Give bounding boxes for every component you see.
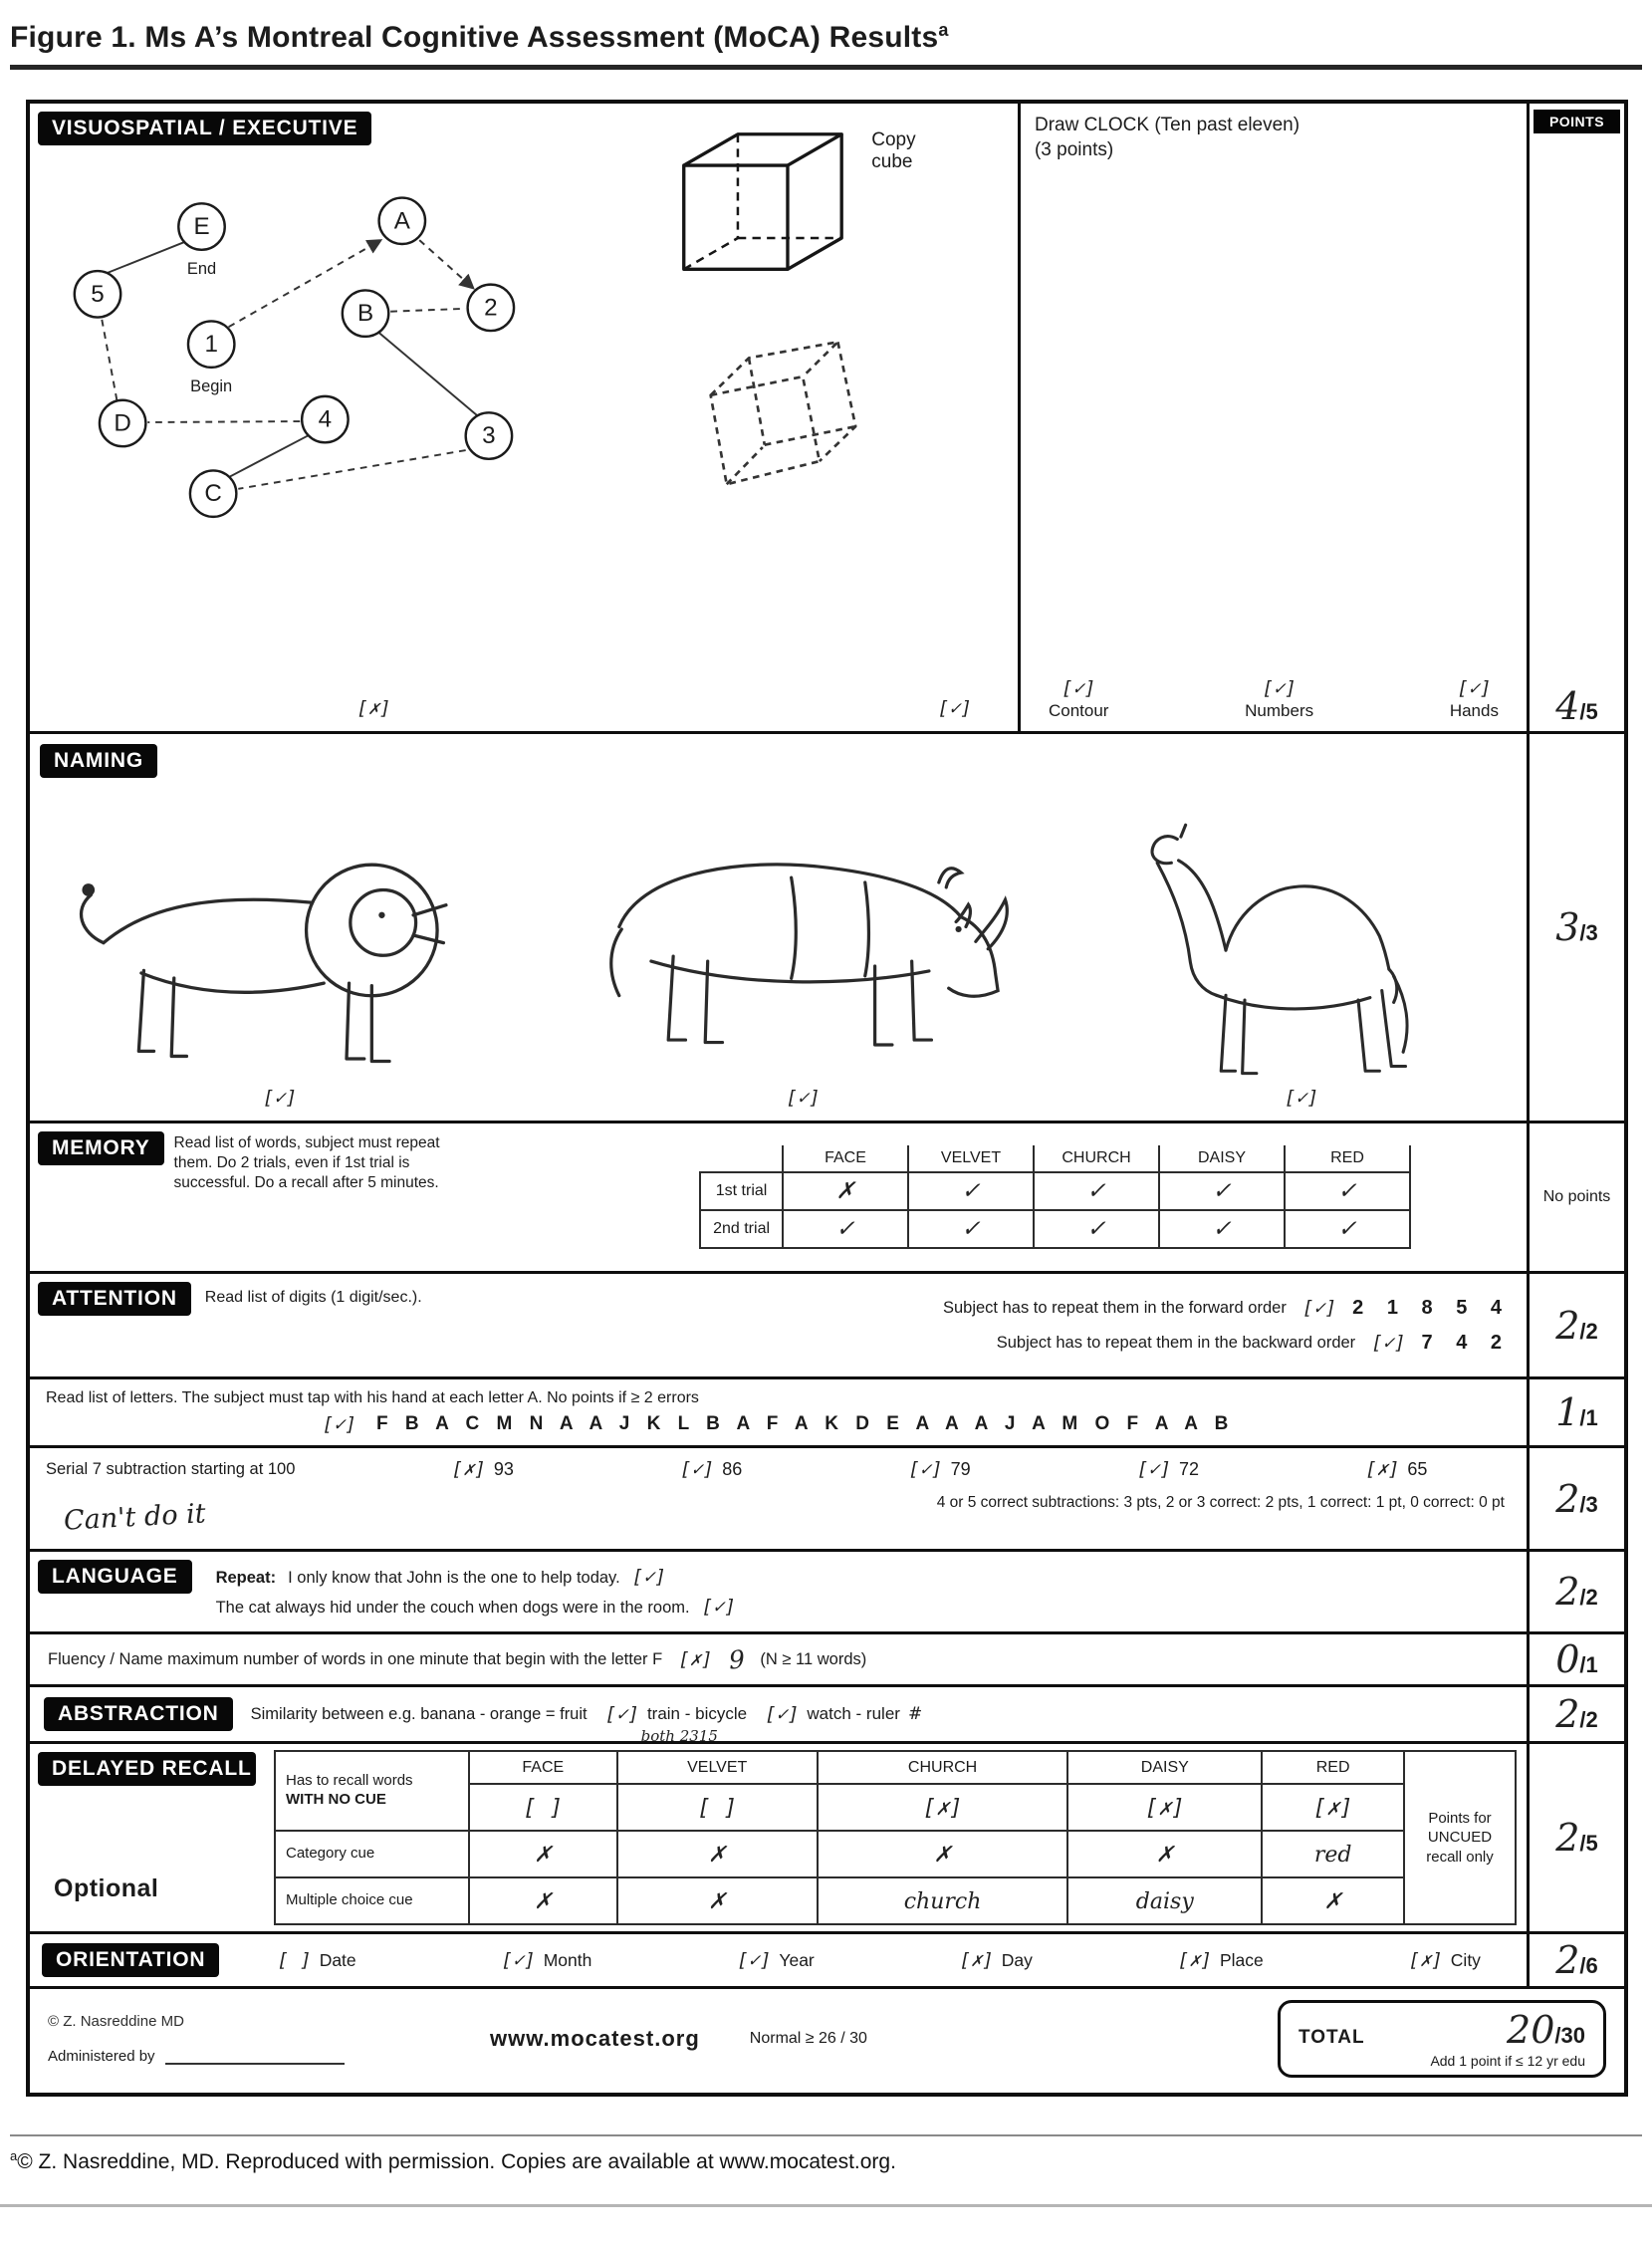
naming-animals [60,746,1497,1113]
trail-patient-path [102,240,477,489]
svg-text:3: 3 [482,422,496,450]
section-delayed-recall [30,1744,1624,1934]
lion-checkbox: [✓] [262,1087,298,1109]
language-repeat-content [30,1552,1527,1631]
svg-text:E: E [193,213,210,241]
abstraction-item1-checkbox: [✓] [604,1703,639,1725]
orientation-item-place: [✗] Place [1177,1949,1264,1971]
section-attention-serial7 [30,1448,1624,1552]
total-score-box [1278,2000,1606,2078]
category-cue-mark: ✗ [1155,1842,1174,1868]
no-cue-mark: [ ] [523,1795,564,1821]
abstraction-instruction: Similarity between e.g. banana - orange = fruit [250,1704,588,1723]
backward-digits-line [658,1332,1511,1355]
trial1-mark: ✓ [1034,1172,1159,1210]
section-language-repeat [30,1552,1624,1634]
backward-label: Subject has to repeat them in the backward order [996,1333,1356,1352]
letters-instruction: Read list of letters. The subject must tap with his hand at each letter A. No points if ≥ 2 errors [46,1389,699,1406]
abstraction-item1-handwriting: both 2315 [640,1727,718,1745]
orientation-content [30,1934,1527,1986]
abstraction-item1-label: train - bicycle [646,1704,748,1723]
trail-node-c [190,470,236,516]
trial1-mark: ✓ [1159,1172,1285,1210]
camel-item [1112,800,1491,1109]
memory-word: CHURCH [1034,1145,1159,1172]
trail-node-5 [75,271,120,317]
memory-words-row [700,1145,1410,1172]
clock-instruction-text: Draw CLOCK (Ten past eleven) [1034,115,1300,135]
clock-numbers-item [1245,677,1313,721]
memory-word: DAISY [1159,1145,1285,1172]
points-column-abstraction [1527,1687,1624,1741]
serial7-score: 2 /3 [1555,1476,1598,1521]
visuospatial-score: 4 /5 [1555,684,1598,728]
backward-digits: 7 4 2 [1421,1331,1511,1354]
serial7-label: Serial 7 subtraction starting at 100 [46,1459,296,1478]
section-attention-letters [30,1379,1624,1448]
copy-cube-label: Copy cube [871,129,916,172]
figure-title [0,14,1652,65]
recall-word: DAISY [1067,1751,1262,1784]
points-column-serial7 [1527,1448,1624,1549]
total-score: 20 /30 [1507,2008,1585,2052]
recall-word: VELVET [617,1751,818,1784]
footnote-rule [10,2134,1642,2136]
category-cue-label: Category cue [275,1831,469,1877]
trail-node-a [379,198,425,244]
attention-header: ATTENTION [38,1282,191,1316]
points-header: POINTS [1534,110,1620,133]
forward-label: Subject has to repeat them in the forward order [942,1298,1287,1317]
memory-trial2-row [700,1210,1410,1248]
recall-word: FACE [469,1751,617,1784]
moca-form-scan [26,100,1628,2097]
clock-instruction [1035,114,1513,162]
repeat-sentence1-line [216,1566,1511,1588]
serial7-item: [✓] 86 [679,1458,743,1480]
clock-hands-label: Hands [1449,701,1499,720]
abstraction-content [30,1687,1527,1745]
trail-making-area [30,104,658,731]
points-column-fluency [1527,1634,1624,1684]
optional-label: Optional [54,1874,159,1902]
administered-by-label: Administered by [48,2048,155,2065]
trial2-mark: ✓ [1034,1210,1159,1248]
memory-content [30,1124,1527,1271]
rhinoceros-item [570,804,1038,1109]
clock-drawing-area [1018,104,1527,731]
multiple-choice-mark: church [903,1888,982,1914]
form-copyright: © Z. Nasreddine MD [48,2013,184,2030]
trail-node-d [100,400,145,446]
orientation-item-month: [✓] Month [501,1949,592,1971]
trail-begin-label: Begin [190,377,233,396]
section-memory [30,1124,1624,1274]
recall-word: CHURCH [818,1751,1067,1784]
abstraction-item2-handwriting: # [907,1704,923,1724]
memory-instructions: Read list of words, subject must repeat them. Do 2 trials, even if 1st trial is successful. Do a recall after 5 minutes. [173,1134,440,1192]
clock-contour-checkbox: [✓] [1062,677,1096,699]
education-adjustment-note: Add 1 point if ≤ 12 yr edu [1430,2053,1585,2069]
abstraction-item2-checkbox: [✓] [765,1703,800,1725]
cube-copy-area [658,104,1018,731]
trail-making-drawing [38,151,635,605]
naming-header: NAMING [40,744,157,778]
attention-letters-content [30,1379,1527,1445]
trial2-mark: ✓ [783,1210,908,1248]
memory-header: MEMORY [38,1131,164,1165]
clock-hands-item [1450,677,1499,721]
points-column-letters [1527,1379,1624,1445]
backward-checkbox: [✓] [1371,1332,1406,1354]
memory-word: VELVET [908,1145,1034,1172]
letters-checkbox: [✓] [322,1413,356,1435]
delayed-recall-content [30,1744,1527,1931]
multiple-choice-mark: ✗ [707,1888,727,1914]
repeat-sentence2: The cat always hid under the couch when dogs were in the room. [215,1599,690,1617]
bottom-rule [0,2204,1652,2207]
trail-node-e [178,203,224,249]
orientation-items [243,1949,1515,1971]
clock-score-items [1035,677,1513,725]
no-cue-label: Has to recall words WITH NO CUE [275,1751,469,1831]
administered-by-blank-line [165,2051,345,2065]
no-cue-mark: [✗] [1312,1795,1353,1821]
fluency-score: 0 /1 [1555,1637,1598,1681]
section-abstraction [30,1687,1624,1744]
lion-item [66,822,494,1109]
digits-instruction: Read list of digits (1 digit/sec.). [204,1289,422,1306]
fluency-criterion: (N ≥ 11 words) [760,1649,867,1668]
visuospatial-header: VISUOSPATIAL / EXECUTIVE [38,112,371,145]
svg-text:C: C [204,480,222,508]
points-column-delayed-recall [1527,1744,1624,1931]
letters-sequence: F B A C M N A A J K L B A F A K D E A A A J A M O F A A B [376,1413,1235,1434]
trial2-mark: ✓ [1159,1210,1285,1248]
repeat-sentence2-line [216,1596,1511,1618]
svg-text:D: D [114,409,131,437]
section-visuospatial-executive [30,104,1624,734]
trial2-mark: ✓ [1285,1210,1410,1248]
footnote-text: © Z. Nasreddine, MD. Reproduced with permission. Copies are available at www.mocatest.org. [17,2150,896,2173]
camel-drawing [1112,800,1491,1087]
section-language-fluency [30,1634,1624,1687]
serial7-item: [✗] 93 [451,1458,514,1480]
section-naming [30,734,1624,1124]
repeat-sentence2-checkbox: [✓] [701,1596,736,1618]
administered-by [48,2048,466,2065]
clock-contour-label: Contour [1048,701,1109,720]
delayed-recall-score: 2 /5 [1555,1816,1598,1860]
fluency-label: Fluency / Name maximum number of words in one minute that begin with the letter F [48,1649,663,1668]
category-cue-mark: ✗ [707,1842,727,1868]
orientation-header: ORIENTATION [42,1943,219,1977]
trail-end-label: End [186,260,217,279]
points-column-visuospatial [1527,104,1624,731]
multiple-choice-mark: ✗ [534,1888,553,1914]
language-fluency-content [30,1634,1527,1684]
forward-checkbox: [✓] [1301,1297,1337,1319]
no-cue-mark: [✗] [1144,1795,1185,1821]
attention-digits-content [30,1274,1527,1376]
svg-text:B: B [356,300,374,328]
category-cue-mark: ✗ [534,1842,553,1868]
trail-node-1 [188,321,234,367]
printed-cube [664,116,863,287]
rhinoceros-checkbox: [✓] [786,1087,821,1109]
forward-digits-line [658,1297,1511,1320]
serial7-handwriting: Can't do it [63,1498,207,1537]
form-footer [30,1989,1624,2093]
trial1-mark: ✓ [908,1172,1034,1210]
trial1-mark: ✗ [783,1172,908,1210]
section-attention-digits [30,1274,1624,1379]
trail-node-3 [466,412,512,458]
delayed-recall-table [274,1750,1517,1925]
trail-node-2 [468,285,514,331]
footnote-superscript: a [10,2148,18,2163]
recall-word: RED [1262,1751,1404,1784]
abstraction-item-watch-ruler [765,1703,922,1725]
svg-text:4: 4 [318,405,333,433]
abstraction-header: ABSTRACTION [44,1697,233,1731]
trial2-mark: ✓ [908,1210,1034,1248]
memory-table [699,1145,1411,1249]
trail-checkbox: [✗] [356,697,391,719]
clock-points-note: (3 points) [1034,138,1114,160]
repeat-sentence1: I only know that John is the one to help today. [288,1569,620,1587]
svg-text:2: 2 [484,294,498,322]
svg-text:1: 1 [204,331,218,359]
clock-numbers-checkbox: [✓] [1262,677,1297,699]
memory-word: RED [1285,1145,1410,1172]
points-column-orientation [1527,1934,1624,1986]
section-orientation [30,1934,1624,1989]
delayed-recall-words-row [275,1751,1516,1784]
fluency-handwriting: 9 [727,1643,746,1675]
points-column-naming [1527,734,1624,1121]
visuospatial-content [30,104,1527,731]
attention-serial7-content [30,1448,1527,1549]
figure-footnote [0,2148,1652,2174]
total-label: TOTAL [1298,2027,1365,2048]
trial2-label: 2nd trial [700,1210,783,1248]
lion-drawing [66,822,494,1087]
letters-line [46,1413,1511,1435]
figure-title-text: Figure 1. Ms A’s Montreal Cognitive Assessment (MoCA) Results [10,21,939,54]
repeat-sentence1-checkbox: [✓] [631,1566,666,1588]
no-cue-mark: [✗] [922,1795,963,1821]
rhinoceros-drawing [570,804,1038,1087]
serial7-items [368,1458,1511,1480]
clock-blank-space [1035,162,1513,677]
naming-content [30,734,1527,1121]
trail-node-4 [302,396,348,442]
forward-digits: 2 1 8 5 4 [1352,1296,1511,1319]
multiple-choice-cue-label: Multiple choice cue [275,1877,469,1924]
letters-score: 1 /1 [1555,1390,1598,1434]
memory-word: FACE [783,1145,908,1172]
trial1-mark: ✓ [1285,1172,1410,1210]
uncued-points-note: Points for UNCUED recall only [1404,1751,1516,1924]
memory-no-points: No points [1542,1188,1611,1206]
abstraction-item2-label: watch - ruler [807,1704,900,1723]
orientation-item-day: [✗] Day [959,1949,1033,1971]
trial1-label: 1st trial [700,1172,783,1210]
language-header: LANGUAGE [38,1560,192,1594]
clock-hands-checkbox: [✓] [1457,677,1492,699]
points-column-memory [1527,1124,1624,1271]
naming-score: 3 /3 [1555,905,1598,949]
moca-website: www.mocatest.org [490,2026,700,2051]
category-cue-mark: red [1313,1842,1352,1868]
serial7-item: [✓] 79 [908,1458,971,1480]
multiple-choice-mark: ✗ [1323,1888,1342,1914]
figure-title-superscript: a [938,20,949,40]
clock-numbers-label: Numbers [1245,701,1314,720]
orientation-score: 2 /6 [1555,1938,1598,1982]
abstraction-score: 2 /2 [1555,1692,1598,1736]
camel-checkbox: [✓] [1284,1087,1319,1109]
digits-score: 2 /2 [1555,1303,1598,1348]
delayed-recall-header: DELAYED RECALL [38,1752,256,1786]
points-column-digits [1527,1274,1624,1376]
clock-contour-item [1049,677,1108,721]
title-rule [10,65,1642,70]
serial7-item: [✗] 65 [1365,1458,1428,1480]
orientation-item-year: [✓] Year [737,1949,815,1971]
serial7-item: [✓] 72 [1136,1458,1200,1480]
patient-cube-drawing [680,321,889,515]
category-cue-mark: ✗ [933,1842,952,1868]
abstraction-item-train-bicycle [604,1703,748,1745]
svg-text:5: 5 [91,280,105,308]
svg-text:A: A [393,207,410,235]
repeat-score: 2 /2 [1555,1570,1598,1614]
memory-trial1-row [700,1172,1410,1210]
orientation-item-date: [ ] Date [277,1949,356,1971]
multiple-choice-mark: daisy [1135,1888,1194,1914]
serial7-scoring-note: 4 or 5 correct subtractions: 3 pts, 2 or 3 correct: 2 pts, 1 correct: 1 pt, 0 correct: 0 pt [936,1494,1505,1511]
orientation-item-city: [✗] City [1408,1949,1481,1971]
repeat-label: Repeat: [215,1569,277,1587]
multiple-choice-cue-row [275,1877,1516,1924]
normal-cutoff-label: Normal ≥ 26 / 30 [749,2030,867,2047]
cube-checkbox: [✓] [937,697,972,719]
trail-node-b [343,290,388,336]
category-cue-row [275,1831,1516,1877]
points-column-repeat [1527,1552,1624,1631]
fluency-checkbox: [✗] [678,1648,713,1670]
no-cue-mark: [ ] [697,1795,738,1821]
